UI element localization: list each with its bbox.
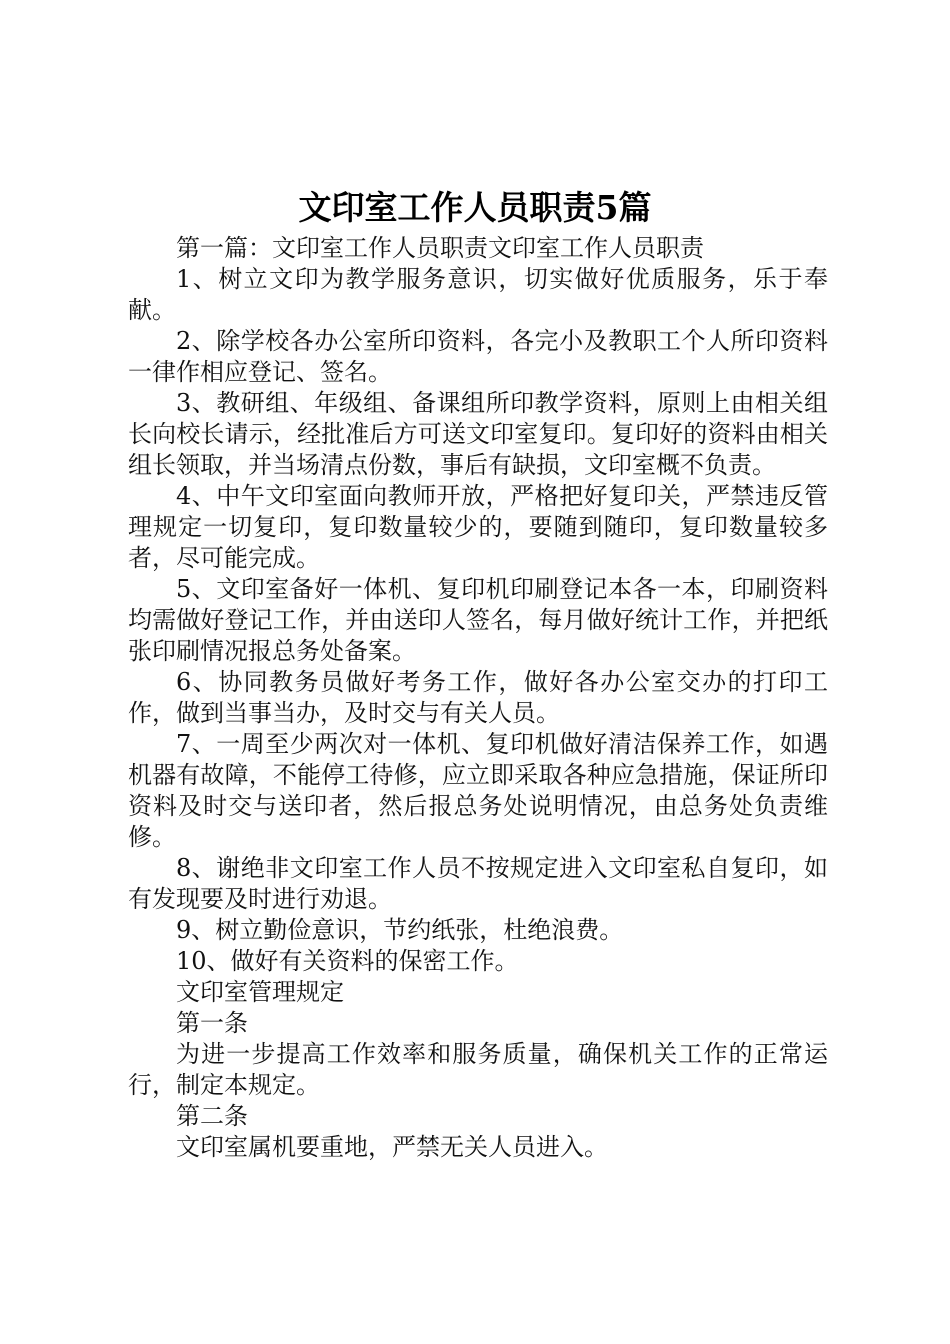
paragraph: 8、谢绝非文印室工作人员不按规定进入文印室私自复印，如有发现要及时进行劝退。	[128, 854, 828, 913]
paragraph: 3、教研组、年级组、备课组所印教学资料，原则上由相关组长向校长请示，经批准后方可送文印室复印。复印好的资料由相关组长领取，并当场清点份数，事后有缺损，文印室概不负责。	[128, 389, 828, 479]
paragraph: 2、除学校各办公室所印资料，各完小及教职工个人所印资料一律作相应登记、签名。	[128, 327, 828, 386]
paragraph: 7、一周至少两次对一体机、复印机做好清洁保养工作，如遇机器有故障，不能停工待修，应立即采取各种应急措施，保证所印资料及时交与送印者，然后报总务处说明情况，由总务处负责维修。	[128, 730, 828, 851]
paragraph: 6、协同教务员做好考务工作，做好各办公室交办的打印工作，做到当事当办，及时交与有关人员。	[128, 668, 828, 727]
paragraph: 1、树立文印为教学服务意识，切实做好优质服务，乐于奉献。	[128, 265, 828, 324]
document-body	[128, 233, 828, 1163]
paragraph: 文印室属机要重地，严禁无关人员进入。	[176, 1133, 608, 1161]
article-heading: 第二条	[176, 1102, 248, 1130]
paragraph: 5、文印室备好一体机、复印机印刷登记本各一本，印刷资料均需做好登记工作，并由送印人签名，每月做好统计工作，并把纸张印刷情况报总务处备案。	[128, 575, 828, 665]
paragraph: 4、中午文印室面向教师开放，严格把好复印关，严禁违反管理规定一切复印，复印数量较少的，要随到随印，复印数量较多者，尽可能完成。	[128, 482, 828, 572]
paragraph: 10、做好有关资料的保密工作。	[176, 947, 519, 975]
document-title: 文印室工作人员职责5篇	[298, 188, 652, 227]
paragraph: 9、树立勤俭意识，节约纸张，杜绝浪费。	[176, 916, 624, 944]
paragraph: 为进一步提高工作效率和服务质量，确保机关工作的正常运行，制定本规定。	[128, 1040, 828, 1099]
article-heading: 第一条	[176, 1009, 248, 1037]
section-heading: 文印室管理规定	[176, 978, 344, 1006]
paragraph: 第一篇：文印室工作人员职责文印室工作人员职责	[176, 234, 704, 262]
